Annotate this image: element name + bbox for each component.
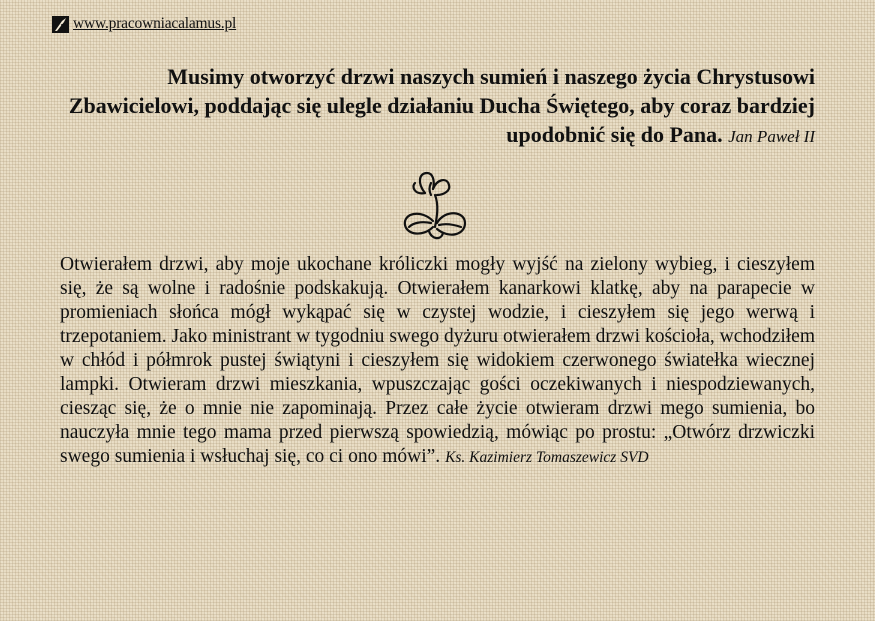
signature: Ks. Kazimierz Tomaszewicz SVD (445, 449, 649, 466)
quote-block (60, 62, 815, 151)
quote-author: Jan Paweł II (728, 127, 815, 146)
body-paragraph: Otwierałem drzwi, aby moje ukochane króliczki mogły wyjść na zielony wybieg, i cieszyłem się, że są wolne i radośnie podskakują. Otwierałem kanarkowi klatkę, aby na parapecie w promieniach słońca mógł wykąpać się w czystej wodzie, i cieszyłem się jego werwą i trzepotaniem. Jako ministrant w tygodniu swego dyżuru otwierałem drzwi kościoła, wchodziłem w chłód i półmrok pustej świątyni i cieszyłem się widokiem czerwonego światełka wiecznej lampki. Otwieram drzwi mieszkania, wpuszczając gości oczekiwanych i niespodziewanych, ciesząc się, że o mnie nie zapominają. Przez całe życie otwieram drzwi mego sumienia, bo nauczyła mnie tego mama przed pierwszą spowiedzią, mówiąc po prostu: „Otwórz drzwiczki swego sumienia i wsłuchaj się, co ci ono mówi”. (60, 254, 815, 467)
body-text-block (60, 253, 815, 470)
violet-flower-icon (395, 165, 475, 245)
site-link[interactable] (52, 15, 236, 33)
quote-text: Musimy otworzyć drzwi naszych sumień i naszego życia Chrystusowi Zbawicielowi, poddając się ulegle działaniu Ducha Świętego, aby coraz bardziej upodobnić się do Pana. (68, 64, 815, 147)
site-url-text[interactable]: www.pracowniacalamus.pl (73, 15, 237, 32)
calamus-logo-icon (52, 16, 69, 33)
